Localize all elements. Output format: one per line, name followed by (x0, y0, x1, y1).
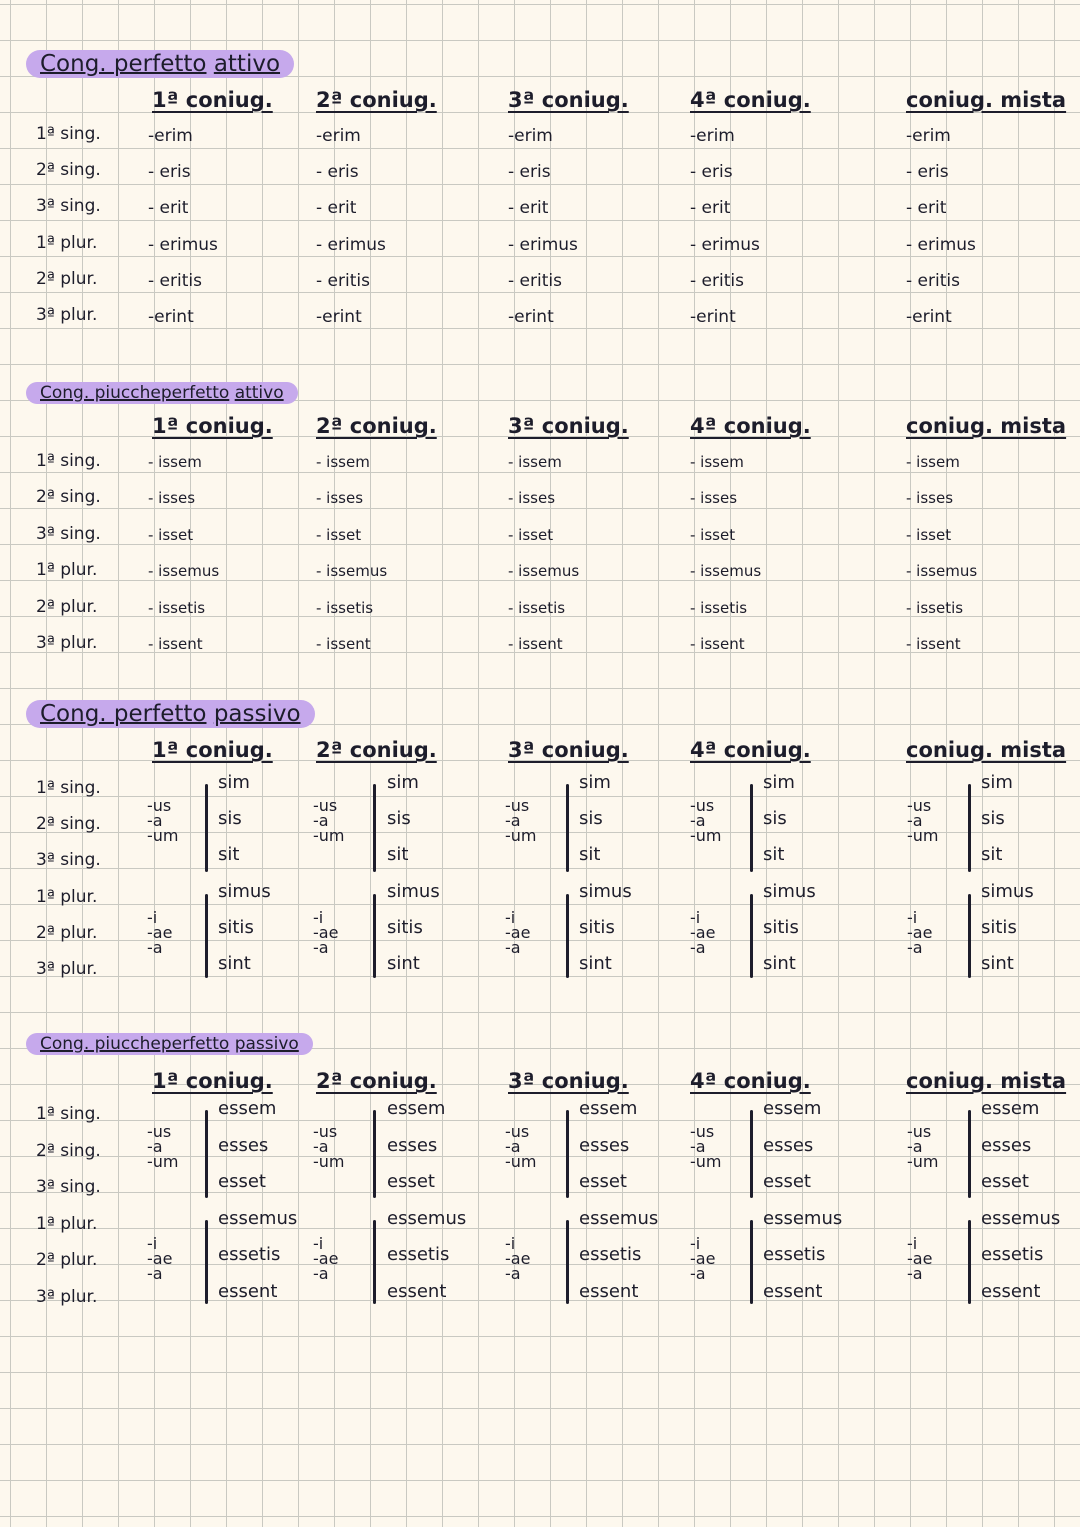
participle-ending: -a (313, 811, 329, 830)
column-header: 4ª coniug. (690, 414, 811, 438)
column-header: 3ª coniug. (508, 414, 629, 438)
auxiliary-form: essemus (218, 1207, 298, 1229)
participle-ending: -us (505, 1122, 530, 1141)
participle-ending: -a (147, 1137, 163, 1156)
auxiliary-form: esses (218, 1134, 269, 1156)
participle-ending: -i (313, 1234, 324, 1253)
ending: - issetis (316, 598, 374, 617)
participle-ending: -us (690, 1122, 715, 1141)
participle-ending: -ae (147, 1249, 173, 1268)
ending: - issent (148, 635, 203, 653)
ending: - eris (690, 162, 733, 183)
participle-sing-endings (313, 1124, 345, 1169)
auxiliary-form: esset (579, 1171, 627, 1193)
column-header: 1ª coniug. (152, 88, 273, 112)
ending: - erit (148, 198, 189, 219)
brace-line (968, 1220, 971, 1304)
participle-ending: -a (907, 1137, 923, 1156)
ending: -erint (316, 307, 362, 327)
auxiliary-form: sitis (763, 916, 799, 938)
participle-ending: -a (690, 938, 706, 957)
column-header: 3ª coniug. (508, 1069, 629, 1093)
person-label: 2ª plur. (36, 922, 98, 943)
participle-plur-endings (690, 910, 715, 955)
ending: - isses (508, 489, 556, 508)
participle-ending: -um (147, 826, 179, 845)
person-label: 1ª sing. (36, 1104, 101, 1124)
auxiliary-form: esset (387, 1171, 435, 1193)
column-header: 4ª coniug. (690, 88, 811, 112)
brace-line (205, 894, 208, 978)
person-label: 3ª sing. (36, 850, 101, 871)
auxiliary-form: essemus (387, 1207, 467, 1229)
ending: - isses (690, 489, 738, 508)
brace-line (750, 1220, 753, 1304)
auxiliary-form: essetis (579, 1244, 642, 1266)
ending: - erimus (690, 234, 760, 255)
ending: - erit (906, 198, 947, 219)
participle-plur-endings (907, 1236, 932, 1281)
auxiliary-form: sit (579, 844, 601, 866)
participle-plur-endings (690, 1236, 715, 1281)
person-label: 3ª sing. (36, 196, 101, 217)
auxiliary-form: sis (763, 808, 787, 830)
participle-sing-endings (147, 1124, 179, 1169)
ending: - isses (148, 489, 196, 508)
brace-line (373, 1220, 376, 1304)
ending: - issetis (906, 598, 964, 617)
auxiliary-form: essem (218, 1098, 277, 1119)
participle-ending: -ae (505, 1249, 531, 1268)
auxiliary-form: sis (579, 808, 603, 830)
ending: - isset (508, 525, 554, 544)
participle-ending: -ae (690, 923, 716, 942)
person-label: 2ª plur. (36, 268, 98, 289)
auxiliary-form: sim (763, 772, 795, 793)
auxiliary-form: essetis (763, 1244, 826, 1266)
participle-plur-endings (147, 1236, 172, 1281)
participle-ending: -um (147, 1152, 179, 1171)
brace-line (373, 1110, 376, 1198)
participle-plur-endings (907, 910, 932, 955)
participle-ending: -a (505, 1137, 521, 1156)
participle-ending: -i (690, 908, 701, 927)
auxiliary-form: essent (387, 1281, 447, 1302)
participle-ending: -um (313, 826, 345, 845)
brace-line (968, 1110, 971, 1198)
participle-ending: -us (313, 796, 338, 815)
brace-line (968, 894, 971, 978)
participle-ending: -a (505, 938, 521, 957)
ending: - issem (906, 453, 960, 471)
person-label: 1ª sing. (36, 451, 101, 471)
ending: - issemus (690, 562, 762, 581)
participle-ending: -us (505, 796, 530, 815)
ending: - erimus (906, 234, 976, 255)
participle-ending: -ae (313, 1249, 339, 1268)
participle-ending: -a (690, 1264, 706, 1283)
ending: -erim (508, 126, 553, 146)
auxiliary-form: essent (579, 1281, 639, 1302)
auxiliary-form: sint (579, 953, 612, 974)
participle-ending: -i (907, 1234, 918, 1253)
ending: - eris (148, 162, 191, 183)
person-label: 2ª plur. (36, 596, 98, 617)
auxiliary-form: essem (579, 1098, 638, 1119)
participle-ending: -a (147, 938, 163, 957)
participle-ending: -a (907, 811, 923, 830)
ending: - eritis (508, 270, 562, 291)
participle-ending: -ae (505, 923, 531, 942)
participle-ending: -ae (907, 1249, 933, 1268)
auxiliary-form: essemus (763, 1207, 843, 1229)
auxiliary-form: esses (579, 1134, 630, 1156)
ending: - issemus (906, 562, 978, 581)
participle-ending: -i (690, 1234, 701, 1253)
participle-ending: -i (505, 908, 516, 927)
section-title-main: Cong. piuccheperfetto (40, 383, 230, 403)
auxiliary-form: essetis (218, 1244, 281, 1266)
section-title-voice: passivo (213, 701, 301, 727)
section-title (26, 700, 315, 728)
auxiliary-form: sit (763, 844, 785, 866)
person-label: 1ª plur. (36, 232, 98, 253)
ending: -erint (508, 307, 554, 327)
participle-ending: -a (690, 811, 706, 830)
section-title-main: Cong. perfetto (40, 701, 207, 727)
auxiliary-form: essemus (579, 1207, 659, 1229)
participle-ending: -a (313, 1137, 329, 1156)
brace-line (566, 784, 569, 872)
brace-line (750, 784, 753, 872)
column-header: 1ª coniug. (152, 738, 273, 762)
participle-ending: -um (505, 1152, 537, 1171)
ending: - issem (148, 453, 202, 471)
ending: - issemus (316, 562, 388, 581)
section-title (26, 382, 298, 404)
auxiliary-form: sitis (218, 916, 254, 938)
auxiliary-form: sitis (579, 916, 615, 938)
participle-sing-endings (907, 1124, 939, 1169)
ending: -erint (148, 307, 194, 327)
ending: - eritis (148, 270, 202, 291)
ending: - eritis (690, 270, 744, 291)
ending: - isset (148, 525, 194, 544)
ending: -erim (148, 126, 193, 146)
ending: - issem (508, 453, 562, 471)
participle-ending: -us (690, 796, 715, 815)
auxiliary-form: sint (218, 953, 251, 974)
participle-ending: -a (907, 1264, 923, 1283)
participle-ending: -um (690, 826, 722, 845)
column-header: coniug. mista (906, 414, 1067, 438)
ending: - erit (690, 198, 731, 219)
person-label: 2ª sing. (36, 1140, 101, 1161)
brace-line (566, 1220, 569, 1304)
participle-ending: -um (313, 1152, 345, 1171)
person-label: 1ª sing. (36, 778, 101, 798)
brace-line (205, 1110, 208, 1198)
auxiliary-form: sint (763, 953, 796, 974)
auxiliary-form: esses (763, 1134, 814, 1156)
auxiliary-form: sim (981, 772, 1013, 793)
participle-plur-endings (505, 910, 530, 955)
auxiliary-form: simus (981, 880, 1034, 902)
brace-line (205, 1220, 208, 1304)
ending: - issemus (508, 562, 580, 581)
column-header: 4ª coniug. (690, 738, 811, 762)
participle-sing-endings (907, 798, 939, 843)
section-title-main: Cong. piuccheperfetto (40, 1034, 230, 1054)
column-header: 2ª coniug. (316, 414, 437, 438)
ending: - issetis (690, 598, 748, 617)
participle-ending: -us (313, 1122, 338, 1141)
participle-sing-endings (690, 1124, 722, 1169)
ending: - issetis (148, 598, 206, 617)
auxiliary-form: essetis (387, 1244, 450, 1266)
auxiliary-form: esses (387, 1134, 438, 1156)
participle-ending: -um (907, 1152, 939, 1171)
section-title-voice: attivo (234, 383, 284, 403)
column-header: 3ª coniug. (508, 738, 629, 762)
auxiliary-form: simus (579, 880, 632, 902)
auxiliary-form: sint (981, 953, 1014, 974)
ending: -erim (316, 126, 361, 146)
participle-ending: -a (505, 811, 521, 830)
column-header: 2ª coniug. (316, 738, 437, 762)
ending: -erint (690, 307, 736, 327)
column-header: 4ª coniug. (690, 1069, 811, 1093)
auxiliary-form: sim (579, 772, 611, 793)
ending: - issemus (148, 562, 220, 581)
person-label: 3ª plur. (36, 1287, 98, 1307)
participle-ending: -i (147, 908, 158, 927)
auxiliary-form: esses (981, 1134, 1032, 1156)
ending: - isset (690, 525, 736, 544)
auxiliary-form: simus (387, 880, 440, 902)
auxiliary-form: sitis (981, 916, 1017, 938)
person-label: 3ª sing. (36, 1177, 101, 1198)
auxiliary-form: sis (218, 808, 242, 830)
participle-ending: -ae (147, 923, 173, 942)
section-title-main: Cong. perfetto (40, 51, 207, 77)
ending: - eris (316, 162, 359, 183)
participle-sing-endings (690, 798, 722, 843)
ending: - erimus (148, 234, 218, 255)
section-title (26, 50, 294, 78)
auxiliary-form: sit (981, 844, 1003, 866)
participle-ending: -us (907, 1122, 932, 1141)
auxiliary-form: essem (763, 1098, 822, 1119)
column-header: coniug. mista (906, 1069, 1067, 1093)
participle-ending: -us (147, 796, 172, 815)
person-label: 3ª plur. (36, 305, 98, 325)
person-label: 2ª sing. (36, 814, 101, 835)
section-title (26, 1033, 313, 1055)
person-label: 2ª sing. (36, 487, 101, 508)
participle-ending: -um (690, 1152, 722, 1171)
ending: - isset (906, 525, 952, 544)
participle-ending: -us (907, 796, 932, 815)
participle-ending: -ae (907, 923, 933, 942)
participle-ending: -a (907, 938, 923, 957)
ending: - erit (316, 198, 357, 219)
brace-line (373, 784, 376, 872)
brace-line (750, 1110, 753, 1198)
auxiliary-form: essent (981, 1281, 1041, 1302)
brace-line (968, 784, 971, 872)
participle-ending: -us (147, 1122, 172, 1141)
ending: - isses (906, 489, 954, 508)
participle-ending: -ae (313, 923, 339, 942)
section-title-voice: attivo (213, 51, 281, 77)
person-label: 3ª plur. (36, 959, 98, 979)
participle-ending: -a (313, 1264, 329, 1283)
auxiliary-form: essem (387, 1098, 446, 1119)
section-title-voice: passivo (234, 1034, 299, 1054)
participle-sing-endings (505, 1124, 537, 1169)
ending: - eris (508, 162, 551, 183)
auxiliary-form: sim (218, 772, 250, 793)
participle-plur-endings (505, 1236, 530, 1281)
participle-ending: -a (690, 1137, 706, 1156)
column-header: 3ª coniug. (508, 88, 629, 112)
participle-sing-endings (147, 798, 179, 843)
ending: - eris (906, 162, 949, 183)
participle-ending: -i (313, 908, 324, 927)
ending: - erimus (508, 234, 578, 255)
person-label: 1ª plur. (36, 1213, 98, 1234)
ending: -erint (906, 307, 952, 327)
auxiliary-form: esset (981, 1171, 1029, 1193)
auxiliary-form: essent (763, 1281, 823, 1302)
auxiliary-form: essemus (981, 1207, 1061, 1229)
ending: - erimus (316, 234, 386, 255)
participle-ending: -um (505, 826, 537, 845)
auxiliary-form: essetis (981, 1244, 1044, 1266)
participle-ending: -um (907, 826, 939, 845)
ending: - erit (508, 198, 549, 219)
participle-sing-endings (313, 798, 345, 843)
ending: - eritis (316, 270, 370, 291)
participle-ending: -a (505, 1264, 521, 1283)
ending: - isses (316, 489, 364, 508)
ending: - eritis (906, 270, 960, 291)
ending: - issetis (508, 598, 566, 617)
auxiliary-form: simus (763, 880, 816, 902)
ending: - issent (690, 635, 745, 653)
auxiliary-form: essent (218, 1281, 278, 1302)
participle-ending: -a (313, 938, 329, 957)
person-label: 2ª sing. (36, 160, 101, 181)
participle-ending: -i (147, 1234, 158, 1253)
auxiliary-form: sis (387, 808, 411, 830)
person-label: 1ª sing. (36, 124, 101, 144)
person-label: 2ª plur. (36, 1250, 98, 1271)
brace-line (566, 894, 569, 978)
participle-ending: -i (505, 1234, 516, 1253)
column-header: 1ª coniug. (152, 414, 273, 438)
ending: - issem (690, 453, 744, 471)
auxiliary-form: sis (981, 808, 1005, 830)
participle-ending: -a (147, 1264, 163, 1283)
column-header: 2ª coniug. (316, 88, 437, 112)
auxiliary-form: esset (218, 1171, 266, 1193)
brace-line (373, 894, 376, 978)
participle-plur-endings (147, 910, 172, 955)
participle-plur-endings (313, 910, 338, 955)
auxiliary-form: sit (387, 844, 409, 866)
participle-ending: -a (147, 811, 163, 830)
ending: -erim (690, 126, 735, 146)
participle-ending: -ae (690, 1249, 716, 1268)
column-header: coniug. mista (906, 738, 1067, 762)
brace-line (750, 894, 753, 978)
auxiliary-form: esset (763, 1171, 811, 1193)
column-header: 2ª coniug. (316, 1069, 437, 1093)
ending: - issem (316, 453, 370, 471)
person-label: 1ª plur. (36, 560, 98, 581)
auxiliary-form: essem (981, 1098, 1040, 1119)
person-label: 3ª plur. (36, 633, 98, 653)
auxiliary-form: sitis (387, 916, 423, 938)
ending: - issent (316, 635, 371, 653)
participle-plur-endings (313, 1236, 338, 1281)
participle-ending: -i (907, 908, 918, 927)
brace-line (205, 784, 208, 872)
auxiliary-form: sint (387, 953, 420, 974)
ending: - issent (508, 635, 563, 653)
person-label: 1ª plur. (36, 886, 98, 907)
auxiliary-form: sit (218, 844, 240, 866)
auxiliary-form: simus (218, 880, 271, 902)
person-label: 3ª sing. (36, 523, 101, 544)
ending: - issent (906, 635, 961, 653)
participle-sing-endings (505, 798, 537, 843)
column-header: coniug. mista (906, 88, 1067, 112)
column-header: 1ª coniug. (152, 1069, 273, 1093)
brace-line (566, 1110, 569, 1198)
auxiliary-form: sim (387, 772, 419, 793)
ending: - isset (316, 525, 362, 544)
ending: -erim (906, 126, 951, 146)
